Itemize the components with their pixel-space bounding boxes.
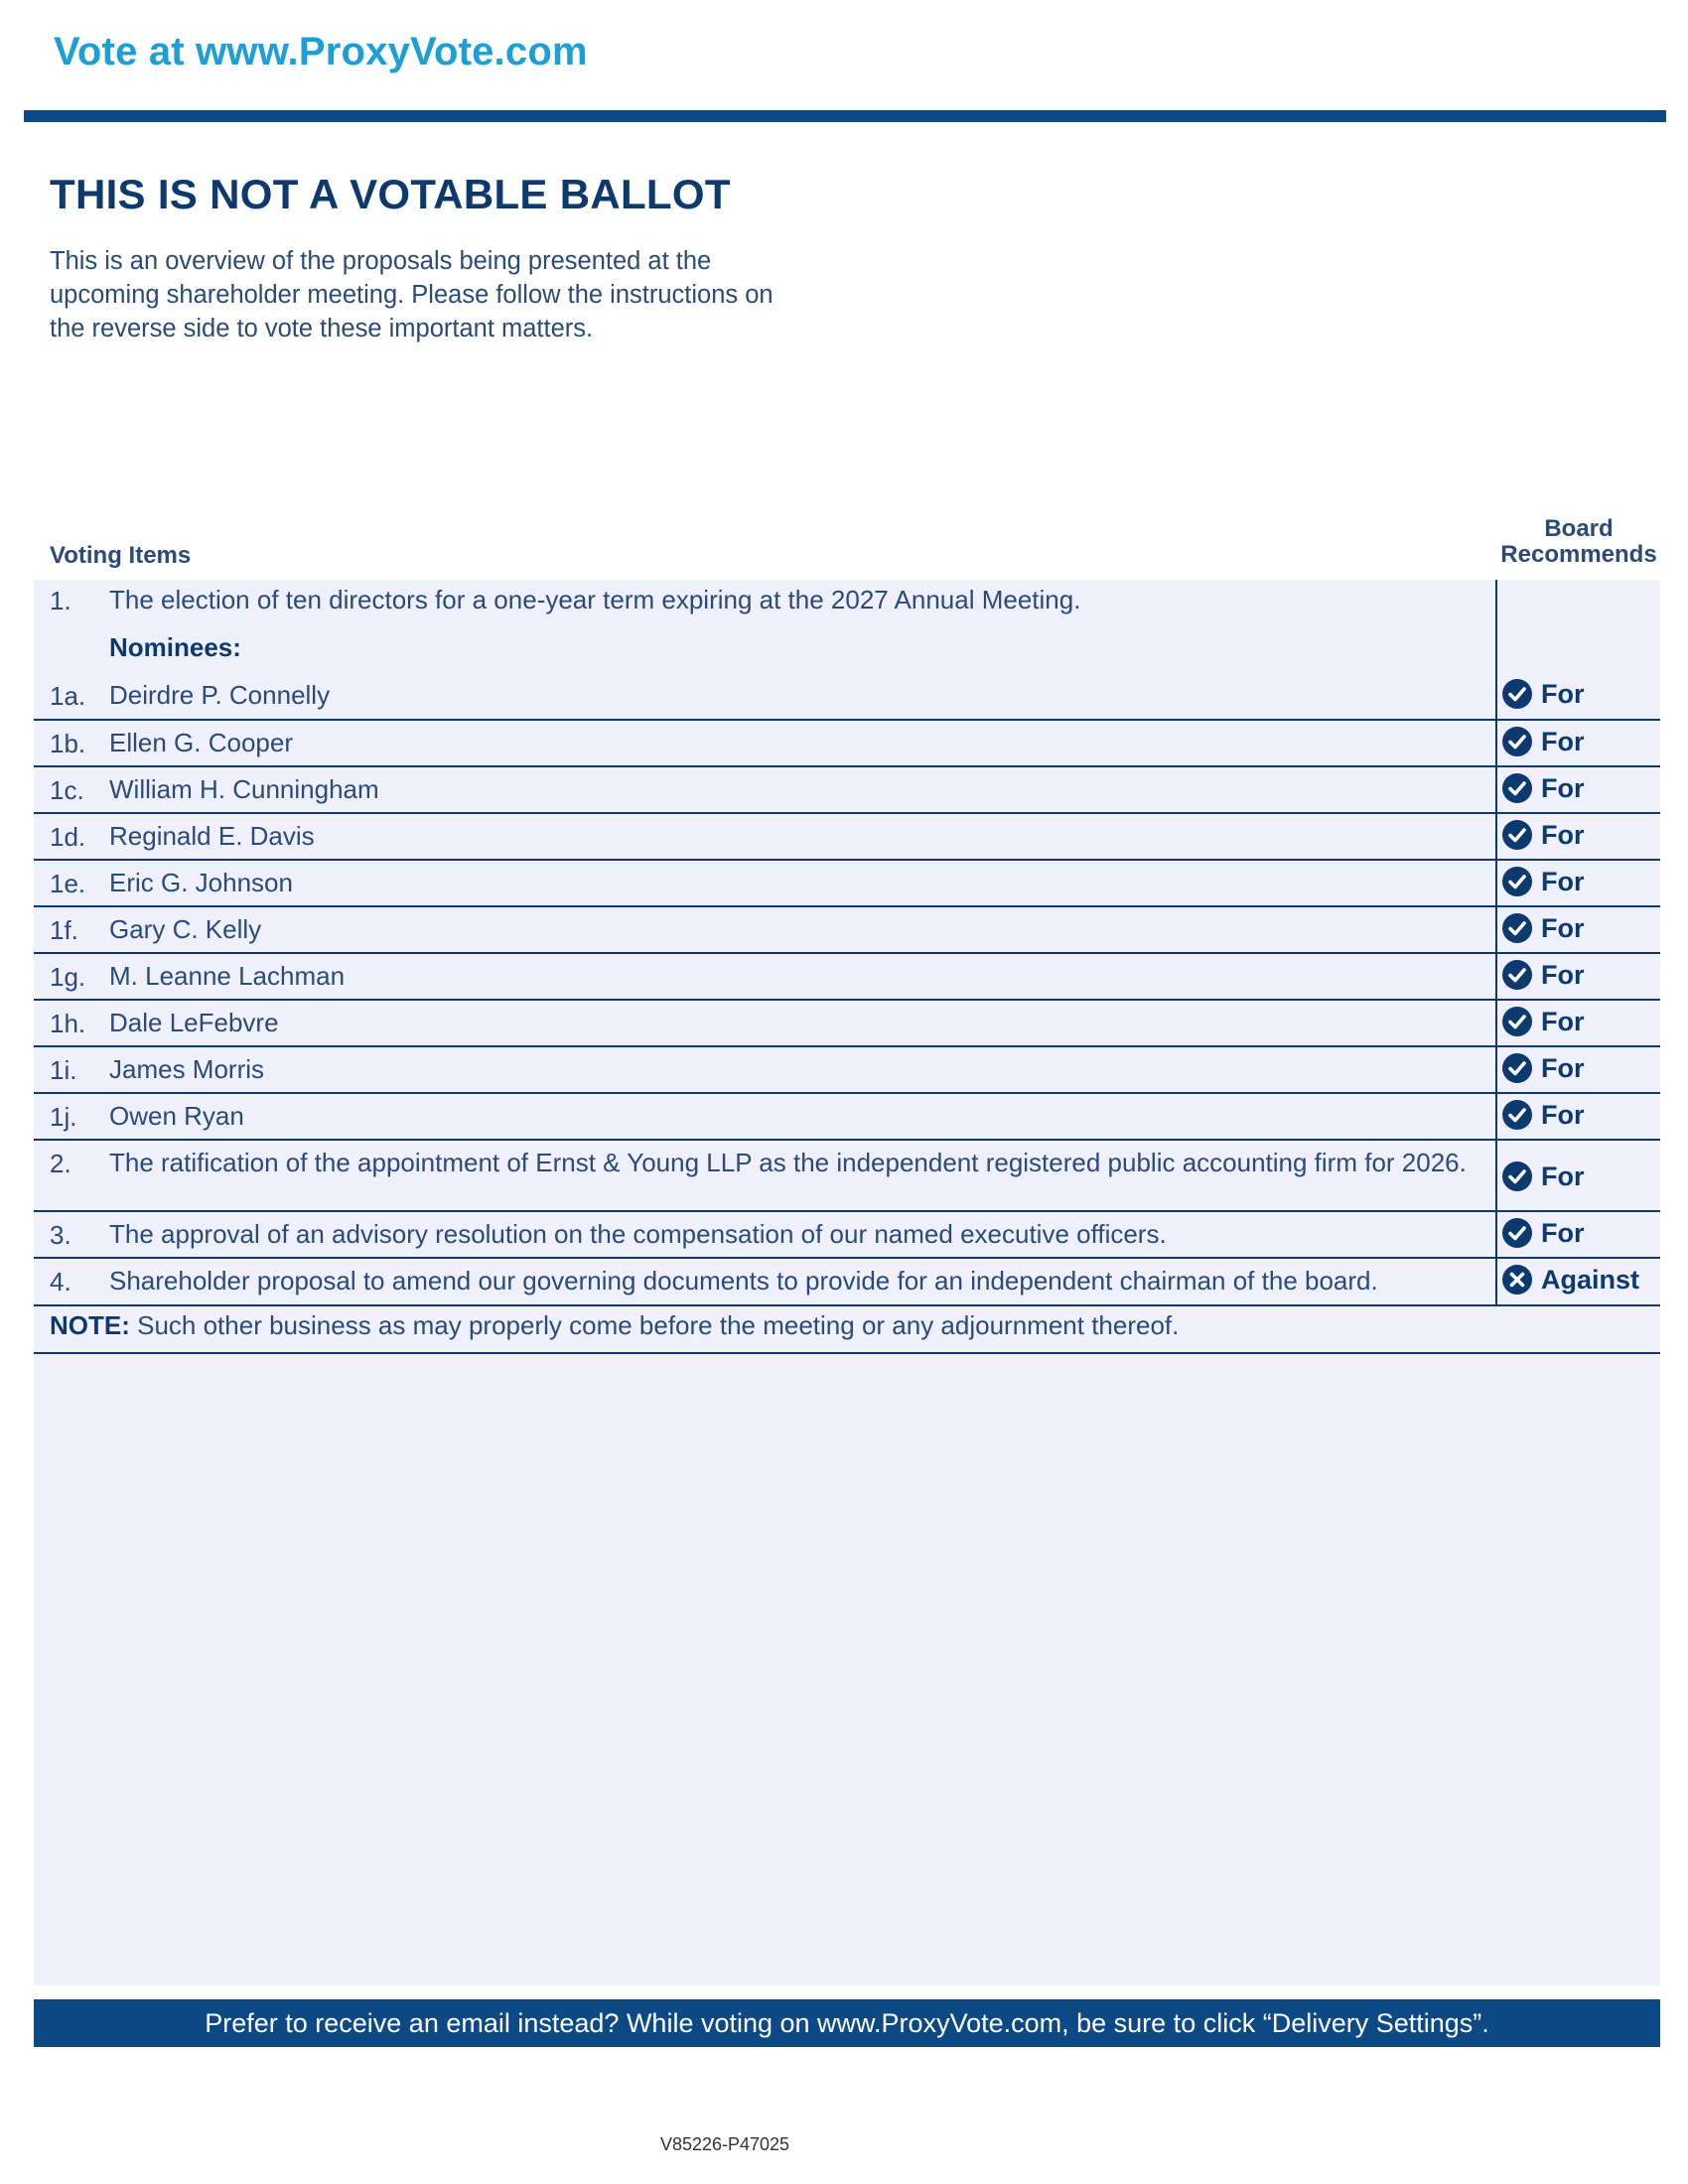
nominees-label: Nominees: [109, 632, 241, 662]
item-text: The election of ten directors for a one-year term expiring at the 2027 Annual Meeting. [109, 585, 1081, 614]
item-number: 4. [50, 1267, 71, 1297]
board-recommends-header [1489, 516, 1668, 568]
item-number: 1d. [50, 822, 86, 852]
item-number: 1b. [50, 729, 86, 758]
item-number: 1h. [50, 1009, 86, 1038]
recommendation-label: For [1541, 1160, 1585, 1191]
note-body: Such other business as may properly come before the meeting or any adjournment thereof. [129, 1310, 1180, 1340]
nominee-name: Eric G. Johnson [109, 868, 293, 897]
note-text [50, 1310, 1638, 1341]
item-number: 1a. [50, 681, 86, 711]
nominee-row [34, 767, 1660, 814]
recommendation-label: For [1541, 819, 1585, 850]
x-circle-icon [1501, 1264, 1533, 1296]
nominee-name: Deirdre P. Connelly [109, 680, 331, 710]
item-number: 2. [50, 1149, 71, 1178]
nominee-name: William H. Cunningham [109, 774, 379, 804]
nominee-row [34, 861, 1660, 907]
recommendation [1501, 1099, 1660, 1131]
check-circle-icon [1501, 819, 1533, 851]
nominee-name: Owen Ryan [109, 1101, 244, 1131]
item-number: 3. [50, 1220, 71, 1250]
recommendation-label: For [1541, 1006, 1585, 1036]
nominee-name: Gary C. Kelly [109, 914, 262, 944]
item-number: 1j. [50, 1102, 77, 1132]
intro-line: upcoming shareholder meeting. Please follow the instructions on [50, 281, 774, 309]
recommendation-label: For [1541, 912, 1585, 943]
check-circle-icon [1501, 1099, 1533, 1131]
proposal-row-4 [34, 1259, 1660, 1306]
recommendation [1501, 772, 1660, 804]
intro-text [50, 244, 844, 345]
recommendation [1501, 959, 1660, 991]
recommendation-label: For [1541, 726, 1585, 756]
footer-banner: Prefer to receive an email instead? While voting on www.ProxyVote.com, be sure to click “Delivery Settings”. [34, 1999, 1660, 2047]
check-circle-icon [1501, 1160, 1533, 1192]
recommendation-label: For [1541, 959, 1585, 990]
recommendation-label: For [1541, 1099, 1585, 1130]
board-header-line: Board [1544, 515, 1614, 542]
document-code: V85226-P47025 [659, 2134, 790, 2154]
nominee-name: James Morris [109, 1054, 265, 1084]
check-circle-icon [1501, 959, 1533, 991]
proposal-row-3 [34, 1212, 1660, 1259]
recommendation [1501, 819, 1660, 851]
proposal-row-1 [34, 584, 1660, 627]
recommendation [1501, 1264, 1660, 1296]
recommendation [1501, 678, 1660, 710]
intro-line: This is an overview of the proposals being presented at the [50, 247, 712, 275]
check-circle-icon [1501, 912, 1533, 944]
nominee-row [34, 1047, 1660, 1094]
recommendation [1501, 1160, 1660, 1192]
check-circle-icon [1501, 1006, 1533, 1037]
recommendation [1501, 866, 1660, 897]
recommendation-label: Against [1541, 1264, 1640, 1295]
nominee-name: Dale LeFebvre [109, 1008, 279, 1037]
check-circle-icon [1501, 866, 1533, 897]
recommendation-label: For [1541, 1217, 1585, 1248]
item-text: The approval of an advisory resolution on the compensation of our named executive officers. [109, 1219, 1167, 1249]
recommendation [1501, 1052, 1660, 1084]
check-circle-icon [1501, 772, 1533, 804]
item-number: 1c. [50, 775, 84, 805]
nominee-row [34, 907, 1660, 954]
check-circle-icon [1501, 1217, 1533, 1249]
nominee-name: M. Leanne Lachman [109, 961, 346, 991]
recommendation-label: For [1541, 772, 1585, 803]
recommendation [1501, 1006, 1660, 1037]
item-number: 1i. [50, 1055, 77, 1085]
item-number: 1. [50, 586, 71, 615]
check-circle-icon [1501, 726, 1533, 757]
nominee-row [34, 814, 1660, 861]
check-circle-icon [1501, 1052, 1533, 1084]
nominee-row [34, 954, 1660, 1001]
item-text: The ratification of the appointment of Ernst & Young LLP as the independent registered public accounting firm for 2026. [109, 1148, 1467, 1177]
header-title: Vote at www.ProxyVote.com [54, 30, 588, 73]
note-rule [34, 1352, 1660, 1354]
nominees-label-row [34, 629, 1660, 673]
header-rule [24, 110, 1666, 122]
nominee-row [34, 1001, 1660, 1047]
recommendation-label: For [1541, 866, 1585, 896]
nominee-name: Reginald E. Davis [109, 821, 315, 851]
recommendation-label: For [1541, 678, 1585, 709]
voting-items-header: Voting Items [50, 542, 192, 569]
nominee-row [34, 721, 1660, 767]
recommendation [1501, 912, 1660, 944]
item-number: 1f. [50, 915, 78, 945]
page-title: THIS IS NOT A VOTABLE BALLOT [50, 171, 731, 217]
nominee-row [34, 675, 1660, 721]
recommendation [1501, 1217, 1660, 1249]
intro-line: the reverse side to vote these important matters. [50, 315, 594, 342]
recommendation [1501, 726, 1660, 757]
item-text: Shareholder proposal to amend our governing documents to provide for an independent chairman of the board. [109, 1266, 1378, 1296]
check-circle-icon [1501, 678, 1533, 710]
board-header-line: Recommends [1500, 541, 1657, 568]
item-number: 1g. [50, 962, 86, 992]
note-label: NOTE: [50, 1310, 130, 1340]
recommendation-label: For [1541, 1052, 1585, 1083]
proposal-row-2 [34, 1141, 1660, 1212]
nominee-row [34, 1094, 1660, 1141]
item-number: 1e. [50, 869, 86, 898]
nominee-name: Ellen G. Cooper [109, 728, 293, 757]
